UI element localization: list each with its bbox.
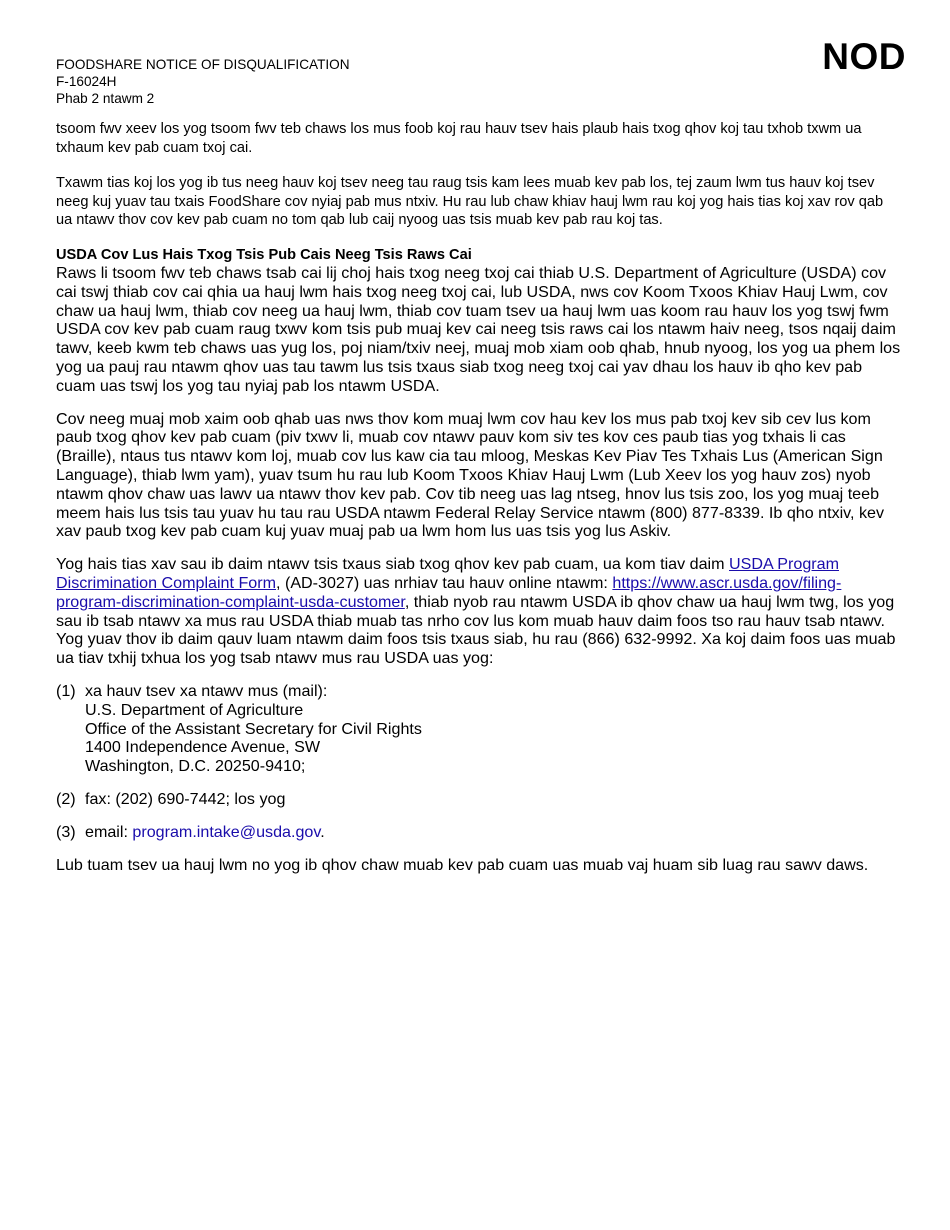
para3-text-post: , thiab nyob rau ntawm USDA ib qhov chaw ua hauj lwm twg, los yog sau ib tsab ntawv xa mus rau USDA thiab muab tas nrho cov lus kom muab hauv daim foos tso rau hauv tsab ntawv. Yog yuav thov ib daim qauv luam ntawm daim foos tsis txaus siab, hu rau (866) 632-9992. Xa koj daim foos uas muab ua tiav txhij txhua los yog tsab ntawv mus rau USDA uas yog:: [56, 592, 896, 668]
document-title: FOODSHARE NOTICE OF DISQUALIFICATION: [56, 57, 350, 72]
list-item-mail: [56, 682, 902, 776]
usda-section: [56, 246, 902, 874]
email-lead: email:: [85, 822, 133, 841]
form-number: F-16024H: [56, 74, 117, 89]
document-header: [56, 56, 350, 107]
list-item-email: [56, 823, 902, 842]
para3-text-mid: , (AD-3027) uas nrhiav tau hauv online ntawm:: [276, 573, 613, 592]
usda-paragraph-1: Raws li tsoom fwv teb chaws tsab cai lij choj hais txog neeg txoj cai thiab U.S. Department of Agriculture (USDA) cov cai tswj thiab cov cai qhia ua hauj lwm hais txog neeg txoj cai, lub USDA, nws cov Koom Txoos Khiav Hauj Lwm, cov chaw ua hauj lwm, thiab cov neeg ua hauj lwm, thiab cov tuam tsev ua hauj lwm uas koom rau hauv los yog tswj fwm USDA cov kev pab cuam raug txwv kom tsis pub muaj kev cai neeg tsis raws cai los ntawm haiv neeg, tsos nqaij daim tawv, keeb kwm teb chaws uas yug los, poj niam/txiv neej, muaj mob xiam oob qhab, hnub nyoog, los yog ua phem los yog ua pauj rau ntawm qhov uas tau tawm lus tsis txaus siab txog neeg txoj cai yav dhau los hauv ib qho kev pab cuam uas tswj los yog tau nyiaj pab los ntawm USDA.: [56, 264, 901, 395]
email-link[interactable]: program.intake@usda.gov: [132, 822, 321, 841]
nod-badge: NOD: [822, 36, 906, 77]
usda-section-title: USDA Cov Lus Hais Txog Tsis Pub Cais Neeg Tsis Raws Cai: [56, 247, 472, 263]
mail-lead: xa hauv tsev xa ntawv mus (mail):: [85, 681, 328, 700]
list-number: (1): [56, 681, 76, 700]
closing-statement: Lub tuam tsev ua hauj lwm no yog ib qhov chaw muab kev pab cuam uas muab vaj huam sib luag rau sawv daws.: [56, 855, 869, 874]
list-item-fax: [56, 790, 902, 809]
fax-text: fax: (202) 690-7442; los yog: [85, 789, 286, 808]
list-number: (2): [56, 789, 76, 808]
address-line: Washington, D.C. 20250-9410;: [85, 757, 306, 776]
usda-paragraph-3: [56, 555, 902, 668]
address-line: 1400 Independence Avenue, SW: [85, 738, 321, 757]
address-line: Office of the Assistant Secretary for Civil Rights: [85, 719, 422, 738]
para3-text-pre: Yog hais tias xav sau ib daim ntawv tsis txaus siab txog qhov kev pab cuam, ua kom tiav daim: [56, 555, 729, 574]
ascr-url-link[interactable]: https://www.ascr.usda.gov/filing-program-discrimination-complaint-usda-customer: [56, 573, 842, 611]
email-end: .: [320, 822, 325, 841]
paragraph-household: Txawm tias koj los yog ib tus neeg hauv koj tsev neeg tau raug tsis kam lees muab kev pab los, tej zaum lwm tus hauv koj tsev neeg kuj yuav tau txais FoodShare cov nyiaj pab mus ntxiv. Hu rau lub chaw khiav hauj lwm rau koj yog hais tias koj xav rov qab ua ntawv thov cov kev pab cuam no tom qab lub caij nyoog uas tsis muab kev pab rau koj tas.: [56, 175, 884, 228]
paragraph-continuation: tsoom fwv xeev los yog tsoom fwv teb chaws los mus foob koj rau hauv tsev hais plaub hais txog qhov koj tau txhob txwm ua txhaum kev pab cuam txoj cai.: [56, 121, 862, 156]
address-line: U.S. Department of Agriculture: [85, 700, 304, 719]
page-indicator: Phab 2 ntawm 2: [56, 91, 155, 106]
usda-paragraph-2: Cov neeg muaj mob xaim oob qhab uas nws thov kom muaj lwm cov hau kev los mus pab txoj kev sib cev lus kom paub txog qhov kev pab cuam (piv txwv li, muab cov ntawv pauv kom siv tes kov ces paub tias yog txhais li cas (Braille), ntaus tus ntawv kom loj, muab cov lus kaw cia tau mloog, Meskas Kev Piav Tes Txhais Lus (American Sign Language), thiab lwm yam), yuav tsum hu rau lub Koom Txoos Khiav Hauj Lwm (Lub Xeev los yog hauv zos) nyob ntawm qhov chaw uas lawv ua ntawv thov kev pab. Cov tib neeg uas lag ntseg, hnov lus tsis zoo, los yog muaj teeb meem hais lus tsis tau yuav hu tau rau USDA ntawm Federal Relay Service ntawm (800) 877-8339. Ib qho ntxiv, kev xav paub txog kev pab cuam kuj yuav muaj pab ua lwm hom lus uas tsis yog lus Askiv.: [56, 409, 885, 541]
list-number: (3): [56, 822, 76, 841]
complaint-form-link[interactable]: USDA Program Discrimination Complaint Form: [56, 555, 840, 592]
